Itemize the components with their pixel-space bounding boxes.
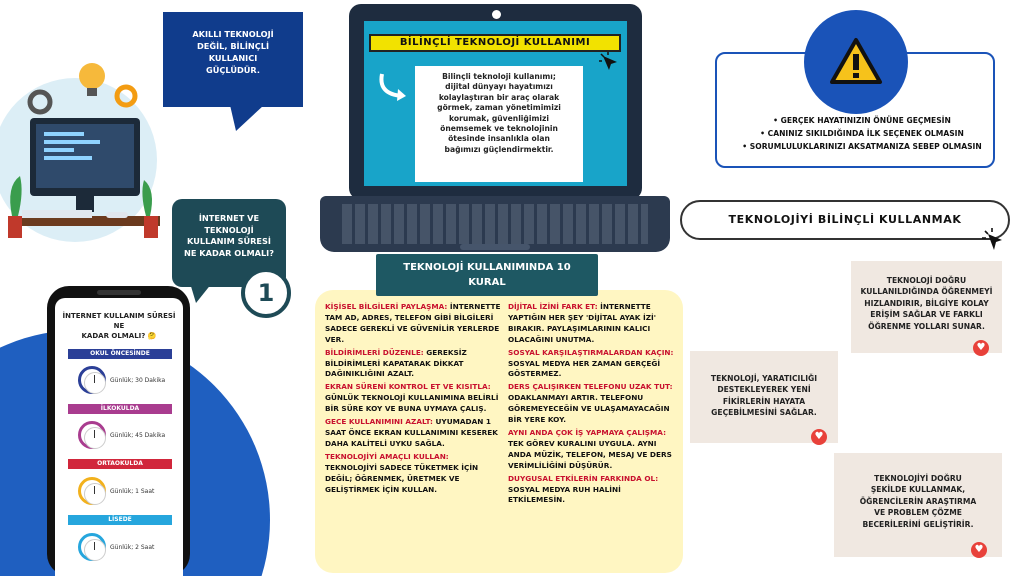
level-high-label: LİSEDE <box>68 515 172 525</box>
heart-icon[interactable] <box>811 429 827 445</box>
warning-item: • SORUMLULUKLARINIZI AKSATMANIZA SEBEP OLMASIN <box>742 142 982 151</box>
card-line: ŞEKİLDE KULLANMAK, <box>870 485 966 495</box>
rule-item <box>325 348 501 381</box>
warning-badge <box>804 10 908 114</box>
card-line: KULLANILDIĞINDA ÖĞRENMEYİ <box>860 287 993 297</box>
rule-title: GECE KULLANIMINI AZALT: <box>325 417 433 427</box>
screen-title: BİLİNÇLİ TEKNOLOJİ KULLANIMI <box>369 34 621 52</box>
clock-icon <box>78 533 106 561</box>
rule-title: SOSYAL KARŞILAŞTIRMALARDAN KAÇIN: <box>508 347 674 357</box>
rules-column-left <box>325 302 501 497</box>
rule-text: İNTERNETTE YAPTIĞIN HER ŞEY 'DİJİTAL AYAK İZİ' BIRAKIR. PAYLAŞIMLARININ KALICI OLACAĞINI UNUTMA. <box>508 302 656 344</box>
rule-item <box>508 428 678 472</box>
card-line: ÖĞRENME YOLLARI SUNAR. <box>868 321 985 331</box>
rule-text: TEKNOLOJİYİ SADECE TÜKETMEK İÇİN DEĞİL; ÖĞRENMEK, ÜRETMEK VE GELİŞTİRMEK İÇİN KULLAN. <box>325 462 479 494</box>
question-line: KULLANIM SÜRESİ <box>187 236 271 246</box>
heart-icon[interactable] <box>973 340 989 356</box>
topic-pill-title: TEKNOLOJİYİ BİLİNÇLİ KULLANMAK <box>680 200 1010 240</box>
card-line: DESTEKLEYEREK YENİ <box>717 385 811 395</box>
card-line: TEKNOLOJİYİ DOĞRU <box>874 474 962 483</box>
rule-item <box>508 348 678 381</box>
clock-icon <box>78 366 106 394</box>
motto-line: DEĞİL, BİLİNÇLİ <box>196 41 269 51</box>
level-middle-time: Günlük; 1 Saat <box>110 488 155 495</box>
question-line: TEKNOLOJİ <box>204 224 254 235</box>
rule-title: BİLDİRİMLERİ DÜZENLE: <box>325 347 424 357</box>
rule-item <box>508 302 678 346</box>
warning-list <box>737 115 987 154</box>
rule-text: SOSYAL MEDYA RUH HALİNİ ETKİLEMESİN. <box>508 484 621 505</box>
rule-item <box>508 474 678 507</box>
phone-speaker <box>97 290 141 295</box>
mouse-cursor-icon <box>599 52 621 74</box>
level-high-time: Günlük; 2 Saat <box>110 544 155 551</box>
rule-title: AYNI ANDA ÇOK İŞ YAPMAYA ÇALIŞMA: <box>508 427 667 437</box>
card-line: TEKNOLOJİ DOĞRU <box>886 276 967 285</box>
step-number-badge: 1 <box>241 268 291 318</box>
level-primary-time: Günlük; 45 Dakika <box>110 432 166 439</box>
rules-heading <box>376 254 598 296</box>
definition-line: bağımızı güçlendirmektir. <box>444 144 554 154</box>
warning-triangle-icon <box>804 10 908 114</box>
definition-line: görmek, zaman yönetimimizi <box>437 103 561 113</box>
card-line: VE PROBLEM ÇÖZME <box>874 508 962 518</box>
card-line: BECERİLERİNİ GELİŞTİRİR. <box>862 519 974 529</box>
webcam-icon <box>492 10 501 19</box>
card-line: HIZLANDIRIR, BİLGİYE KOLAY <box>864 298 989 308</box>
rule-item <box>325 302 501 346</box>
motto-line: GÜÇLÜDÜR. <box>206 65 260 75</box>
rule-title: DİJİTAL İZİNİ FARK ET: <box>508 302 598 311</box>
speech-bubble-tail <box>230 105 264 131</box>
warning-item: • CANINIZ SIKILDIĞINDA İLK SEÇENEK OLMASIN <box>760 129 964 138</box>
speech-bubble-tail <box>190 283 212 303</box>
rule-item <box>325 382 501 415</box>
clock-icon <box>78 477 106 505</box>
rule-text: TEK GÖREV KURALINI UYGULA. AYNI ANDA MÜZİK, TELEFON, MESAJ VE DERS VERİMLİLİĞİNİ DÜŞÜRÜR. <box>508 438 672 470</box>
rule-text: İNTERNETTE TAM AD, ADRES, TELEFON GİBİ BİLGİLERİ SADECE GEREKLİ VE GÜVENİLİR YERLERDE VER. <box>325 302 501 344</box>
card-line: ÖĞRENCİLERİN ARAŞTIRMA <box>859 496 977 506</box>
rule-title: EKRAN SÜRENİ KONTROL ET VE KISITLA: <box>325 382 491 392</box>
phone-screen-title <box>58 311 180 341</box>
rule-item <box>325 417 501 450</box>
definition-line: önemsemek ve teknolojinin <box>440 124 558 134</box>
motto-speech-bubble <box>163 12 303 107</box>
rule-title: DUYGUSAL ETKİLERİN FARKINDA OL: <box>508 473 659 483</box>
mouse-cursor-icon <box>982 228 1006 254</box>
level-middle-label: ORTAOKULDA <box>68 459 172 469</box>
rule-text: SOSYAL MEDYA HER ZAMAN GERÇEĞİ GÖSTERMEZ. <box>508 358 661 379</box>
rule-text: GÜNLÜK TEKNOLOJİ KULLANIMINA BELİRLİ BİR SÜRE KOY VE BUNA UYMAYA ÇALIŞ. <box>325 393 499 414</box>
rule-item <box>508 382 678 426</box>
rule-text: ODAKLANMAYI ARTIR. TELEFONU GÖREMEYECEĞİN VE ULAŞAMAYACAĞIN BİR YERE KOY. <box>508 393 670 425</box>
rule-title: TEKNOLOJİYİ AMAÇLI KULLAN: <box>325 451 449 461</box>
rule-text: GEREKSİZ BİLDİRİMLERİ KAPATARAK DİKKAT DAĞINIKLIĞINI AZALT. <box>325 347 467 379</box>
definition-line: ötesinde insanlıkla olan <box>448 134 550 144</box>
rule-item <box>325 452 501 496</box>
level-preschool-time: Günlük; 30 Dakika <box>110 377 166 384</box>
warning-item: • GERÇEK HAYATINIZIN ÖNÜNE GEÇMESİN <box>773 116 951 125</box>
level-primary-label: İLKOKULDA <box>68 404 172 414</box>
card-line: ERİŞİM SAĞLAR VE FARKLI <box>870 310 983 320</box>
definition-line: korumak, güvenliğimizi <box>449 113 549 123</box>
card-line: FİKİRLERİN HAYATA <box>722 396 806 406</box>
definition-text-box <box>415 66 583 182</box>
rule-title: KİŞİSEL BİLGİLERİ PAYLAŞMA: <box>325 302 448 311</box>
level-preschool-label: OKUL ÖNCESİNDE <box>68 349 172 359</box>
computer-desk-illustration <box>0 40 170 270</box>
question-line: NE KADAR OLMALI? <box>184 247 274 258</box>
motto-line: AKILLI TEKNOLOJİ <box>192 29 274 39</box>
question-line: İNTERNET VE <box>198 213 260 223</box>
definition-line: dijital dünyayı hayatımızı <box>445 82 553 92</box>
phone-title-line: İNTERNET KULLANIM SÜRESİ NE <box>62 312 176 330</box>
heart-icon[interactable] <box>971 542 987 558</box>
rules-heading-line: TEKNOLOJİ KULLANIMINDA 10 <box>403 262 571 273</box>
laptop-touchpad <box>460 244 530 250</box>
rules-column-right <box>508 302 678 508</box>
definition-line: kolaylaştıran bir araç olarak <box>438 92 560 102</box>
phone-title-line: KADAR OLMALI? 🤔 <box>81 332 157 340</box>
laptop-keyboard <box>342 204 648 244</box>
motto-line: KULLANICI <box>208 53 258 63</box>
curved-arrow-icon <box>376 70 410 104</box>
definition-line: Bilinçli teknoloji kullanımı; <box>442 72 556 81</box>
card-line: TEKNOLOJİ, YARATICILIĞI <box>710 374 818 383</box>
card-line: GEÇEBİLMESİNİ SAĞLAR. <box>711 408 817 418</box>
rule-text: UYUMADAN 1 SAAT ÖNCE EKRAN KULLANIMINI KESEREK DAHA KALİTELİ UYKU SAĞLA. <box>325 417 498 448</box>
rules-heading-line: KURAL <box>468 277 506 288</box>
clock-icon <box>78 421 106 449</box>
rule-title: DERS ÇALIŞIRKEN TELEFONU UZAK TUT: <box>508 382 673 392</box>
